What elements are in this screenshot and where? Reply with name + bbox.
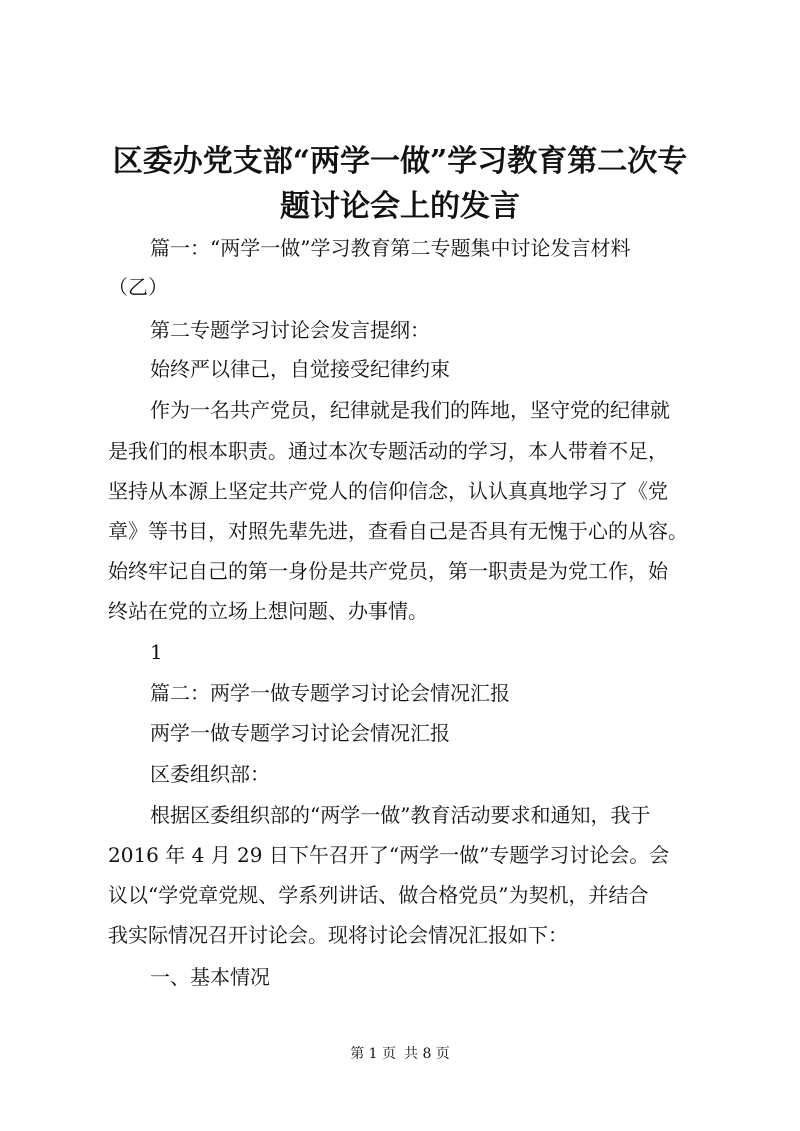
paragraph-line: 坚持从本源上坚定共产党人的信仰信念，认认真真地学习了《党 — [108, 479, 668, 503]
document-title-line-1: 区委办党支部“两学一做”学习教育第二次专 — [112, 144, 688, 179]
paragraph-line: （乙） — [108, 275, 168, 299]
paragraph-line: 终站在党的立场上想问题、办事情。 — [108, 599, 428, 623]
page-number-marker: 1 — [150, 640, 163, 664]
paragraph-line: 章》等书目，对照先辈先进，查看自己是否具有无愧于心的从容。 — [108, 519, 688, 543]
paragraph-line: 议以“学党章党规、学系列讲话、做合格党员”为契机，并结合 — [108, 883, 649, 907]
footer-page-current: 第 1 页 — [350, 1046, 396, 1062]
paragraph-line: 始终牢记自己的第一身份是共产党员，第一职责是为党工作，始 — [108, 559, 668, 583]
paragraph-line: 我实际情况召开讨论会。现将讨论会情况汇报如下： — [108, 923, 568, 947]
paragraph-line: 第二专题学习讨论会发言提纲： — [150, 318, 430, 342]
section-heading: 一、基本情况 — [150, 965, 270, 989]
paragraph-line: 是我们的根本职责。通过本次专题活动的学习，本人带着不足， — [108, 439, 668, 463]
paragraph-line: 作为一名共产党员，纪律就是我们的阵地，坚守党的纪律就 — [150, 398, 670, 422]
document-title-line-2: 题讨论会上的发言 — [280, 189, 520, 224]
paragraph-line: 2016 年 4 月 29 日下午召开了“两学一做”专题学习讨论会。会 — [108, 843, 670, 867]
paragraph-line: 区委组织部： — [150, 762, 270, 786]
page-footer — [0, 1044, 800, 1064]
paragraph-line: 始终严以律己，自觉接受纪律约束 — [150, 357, 450, 381]
paragraph-line: 两学一做专题学习讨论会情况汇报 — [150, 721, 450, 745]
paragraph-line: 篇二：两学一做专题学习讨论会情况汇报 — [150, 681, 510, 705]
footer-page-total: 共 8 页 — [404, 1046, 450, 1062]
paragraph-line: 篇一：“两学一做”学习教育第二专题集中讨论发言材料 — [150, 236, 631, 260]
paragraph-line: 根据区委组织部的“两学一做”教育活动要求和通知，我于 — [150, 803, 651, 827]
